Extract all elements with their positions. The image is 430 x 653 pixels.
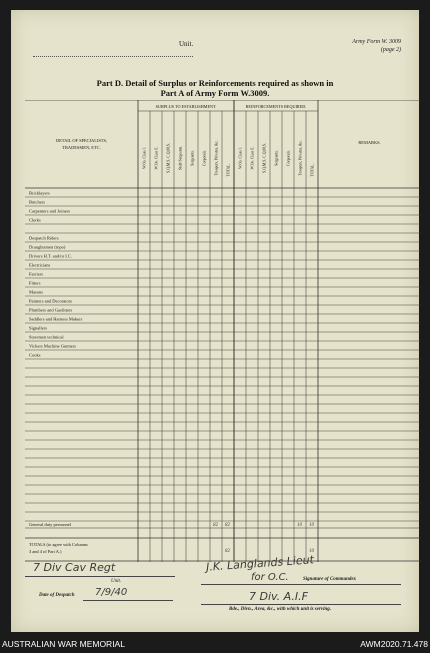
totals-reinf-value: 10 — [309, 549, 314, 554]
despatch-line — [83, 600, 173, 601]
form-title — [11, 78, 419, 98]
form-title-line2: Part A of Army Form W.3009. — [160, 88, 270, 98]
watermark-left: AUSTRALIAN WAR MEMORIAL — [2, 639, 125, 649]
signature-handwritten: J.K. Langlands Lieut — [205, 553, 315, 574]
signature-for-oc: for O.C. — [251, 572, 289, 583]
surplus-total-value: 82 — [225, 523, 230, 528]
formation-handwritten: 7 Div. A.I.F — [249, 590, 308, 603]
surplus-column-header: Corporals. — [202, 150, 207, 166]
signature-line — [201, 584, 401, 585]
remarks-header: REMARKS. — [358, 140, 381, 145]
row-label: Fitters — [29, 280, 41, 286]
general-duty-label: General duty personnel — [29, 522, 71, 527]
surplus-column-header: Troopers, Privates, &c. — [214, 140, 219, 176]
detail-table — [25, 100, 421, 562]
form-title-line1: Part D. Detail of Surplus or Reinforcements required as shown in — [96, 78, 334, 88]
totals-label-line2: 3 and 4 of Part A.) — [29, 549, 62, 554]
unit-signature-line — [25, 576, 175, 577]
reinforcement-column-header: TOTAL. — [310, 163, 315, 177]
row-label: Bricklayers — [29, 190, 50, 196]
row-label: Clerks — [29, 217, 41, 223]
row-label: Cooks — [29, 352, 41, 358]
reinforcement-column-header: Corporals. — [286, 150, 291, 166]
unit-caption: Unit. — [111, 579, 122, 584]
surplus-header: SURPLUS TO ESTABLISHMENT. — [155, 104, 217, 109]
form-reference-line2: (page 2) — [380, 47, 401, 53]
signature-caption: Signature of Commander. — [303, 577, 357, 582]
row-label: Despatch Riders — [29, 235, 59, 241]
reinforcement-column-header: W.Os. Class II. — [250, 146, 255, 170]
despatch-caption: Date of Despatch — [39, 593, 75, 598]
reinforcement-column-header: S.Q.M.S. C.Q.M.S. — [262, 143, 267, 173]
row-label: Butchers — [29, 199, 45, 205]
detail-header-line2: TRADESMEN, ETC. — [62, 145, 101, 150]
reinforcement-column-header: Sergeants. — [274, 150, 279, 166]
unit-label: Unit. — [179, 40, 194, 48]
totals-label-line1: TOTALS (to agree with Columns — [29, 542, 88, 547]
row-label: Electricians — [29, 262, 51, 268]
row-label: Saddlers and Harness Makers — [29, 316, 83, 322]
row-label: Signallers — [29, 325, 47, 331]
despatch-date: 7/9/40 — [95, 587, 128, 598]
row-label: Farriers — [29, 271, 43, 277]
row-label: Carpenters and Joiners — [29, 208, 70, 214]
surplus-column-header: W.Os. Class II. — [154, 146, 159, 170]
surplus-column-header: S.Q.M.S. C.Q.M.S. — [166, 143, 171, 173]
unit-handwritten: 7 Div Cav Regt — [33, 561, 116, 574]
surplus-troopers-value: 82 — [213, 523, 218, 528]
detail-header-line1: DETAIL OF SPECIALISTS, — [55, 138, 108, 143]
reinf-total-value: 10 — [309, 523, 314, 528]
reinforcement-column-header: Troopers, Privates, &c. — [298, 140, 303, 176]
row-label: Masons — [29, 289, 44, 295]
form-reference-line1: Army Form W. 3009 — [352, 39, 401, 45]
surplus-column-header: Sergeants. — [190, 150, 195, 166]
row-label: Storemen technical — [29, 334, 64, 340]
reinf-troopers-value: 10 — [297, 523, 302, 528]
row-label: Painters and Decorators — [29, 298, 72, 304]
formation-caption: Bde., Divn., Area, &c., with which unit is serving. — [229, 607, 332, 612]
totals-surplus-value: 82 — [225, 549, 230, 554]
form-reference — [352, 38, 401, 54]
reinforcement-column-header: W.Os. Class I. — [238, 147, 243, 169]
row-label: Drivers H.T. and/or I.C. — [29, 253, 73, 259]
surplus-column-header: W.Os. Class I. — [142, 147, 147, 169]
unit-fill-line — [33, 46, 193, 57]
surplus-column-header: TOTAL. — [226, 163, 231, 177]
watermark-bar — [0, 636, 430, 653]
formation-line — [201, 604, 401, 605]
row-label: Draughtsmen (topo) — [29, 244, 66, 250]
row-label: Plumbers and Gasfitters — [29, 307, 73, 313]
form-sheet — [11, 10, 419, 632]
watermark-right: AWM2020.71.478 — [360, 639, 428, 649]
surplus-column-header: Staff-Sergeants. — [178, 145, 183, 171]
reinforcements-header: REINFORCEMENTS REQUIRED. — [245, 104, 307, 109]
row-label: Vickers Machine Gunners — [29, 343, 76, 349]
